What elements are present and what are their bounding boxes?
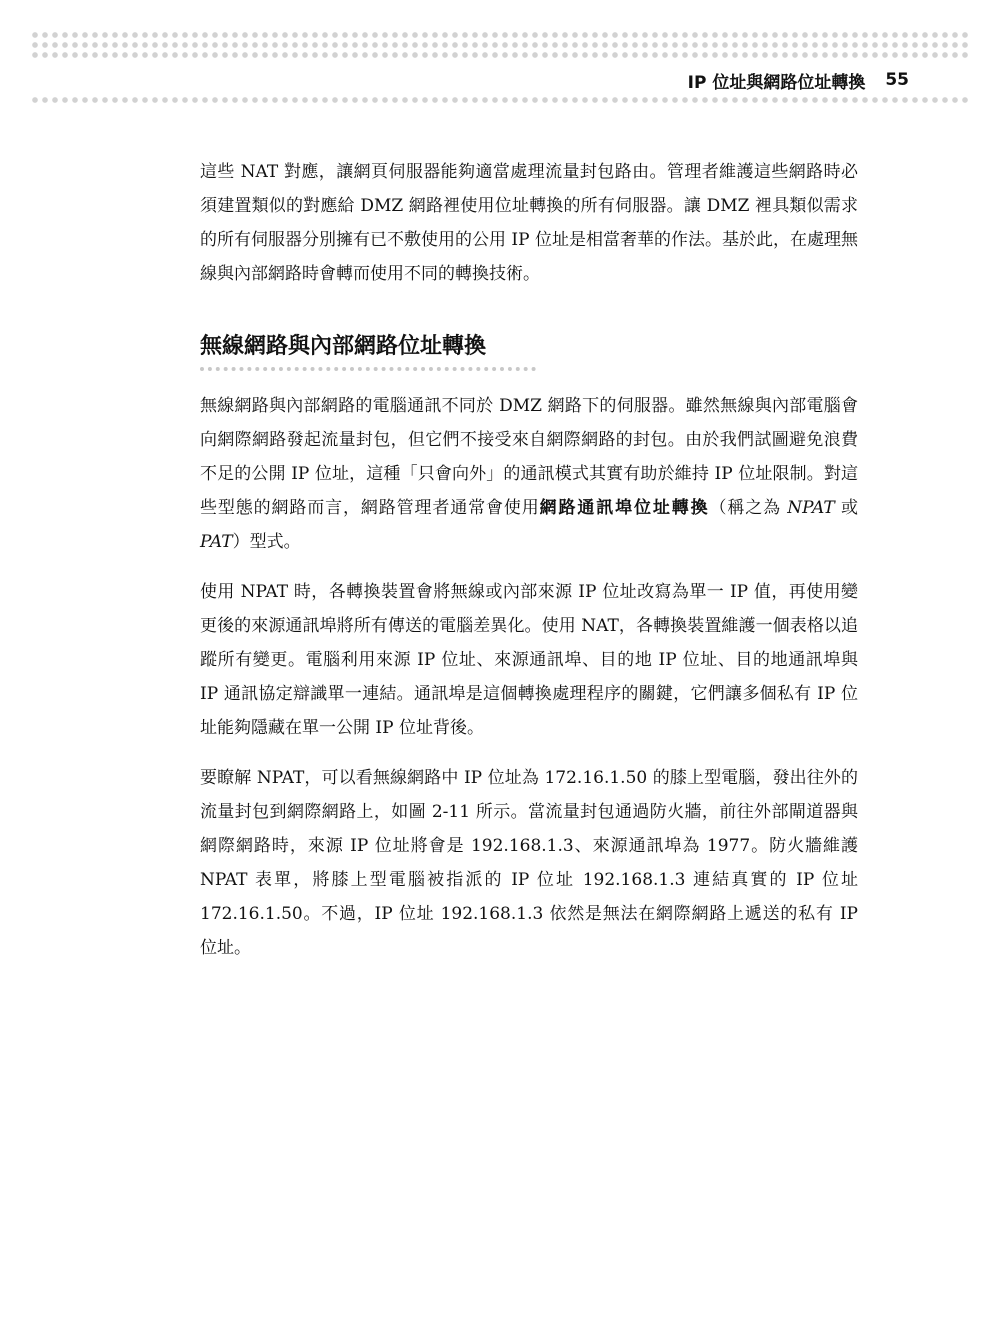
paragraph-2 [200, 389, 858, 559]
running-header [678, 68, 913, 92]
paragraph-2-text-a: 無線網路與內部網路的電腦通訊不同於 DMZ 網路下的伺服器。雖然無線與內部電腦會向網際網路發起流量封包，但它們不接受來自網際網路的封包。由於我們試圖避免浪費不足的公開 IP 位址，這種「只會向外」的通訊模式其實有助於維持 IP 位址限制。對這些型態的網路而言，網路管理者通常會使用 [200, 396, 858, 518]
running-header-title: IP 位址與網路位址轉換 [687, 72, 866, 93]
page-body [200, 155, 858, 965]
header-dot-pattern-bottom [30, 94, 972, 106]
term-npat: NPAT [787, 498, 835, 518]
paragraph-3: 使用 NPAT 時，各轉換裝置會將無線或內部來源 IP 位址改寫為單一 IP 值，再使用變更後的來源通訊埠將所有傳送的電腦差異化。使用 NAT，各轉換裝置維護一個表格以追蹤所有變更。電腦利用來源 IP 位址、來源通訊埠、目的地 IP 位址、目的地通訊埠與 IP 通訊協定辯識單一連結。通訊埠是這個轉換處理程序的關鍵，它們讓多個私有 IP 位址能夠隱藏在單一公開 IP 位址背後。 [200, 582, 858, 738]
key-term: 網路通訊埠位址轉換 [539, 498, 710, 518]
paragraph-4: 要瞭解 NPAT，可以看無線網路中 IP 位址為 172.16.1.50 的膝上型電腦，發出往外的流量封包到網際網路上，如圖 2-11 所示。當流量封包通過防火牆，前往外部閘道器與網際網路時，來源 IP 位址將會是 192.168.1.3、來源通訊埠為 1977。防火牆維護 NPAT 表單，將膝上型電腦被指派的 IP 位址 192.168.1.3 連結真實的 IP 位址 172.16.1.50。不過，IP 位址 192.168.1.3 依然是無法在網際網路上遞送的私有 IP 位址。 [200, 768, 858, 958]
paragraph-2-text-c: 或 [834, 498, 859, 518]
paragraph-2-text-d: ）型式。 [232, 532, 301, 552]
term-pat: PAT [200, 532, 233, 552]
section-heading: 無線網路與內部網路位址轉換 [200, 331, 536, 371]
page-number: 55 [885, 70, 909, 90]
header-dot-pattern-top [30, 30, 972, 60]
paragraph-2-text-b: （稱之為 [709, 498, 788, 518]
paragraph-1: 這些 NAT 對應，讓網頁伺服器能夠適當處理流量封包路由。管理者維護這些網路時必須建置類似的對應給 DMZ 網路裡使用位址轉換的所有伺服器。讓 DMZ 裡具類似需求的所有伺服器分別擁有已不敷使用的公用 IP 位址是相當奢華的作法。基於此，在處理無線與內部網路時會轉而使用不同的轉換技術。 [200, 162, 858, 284]
